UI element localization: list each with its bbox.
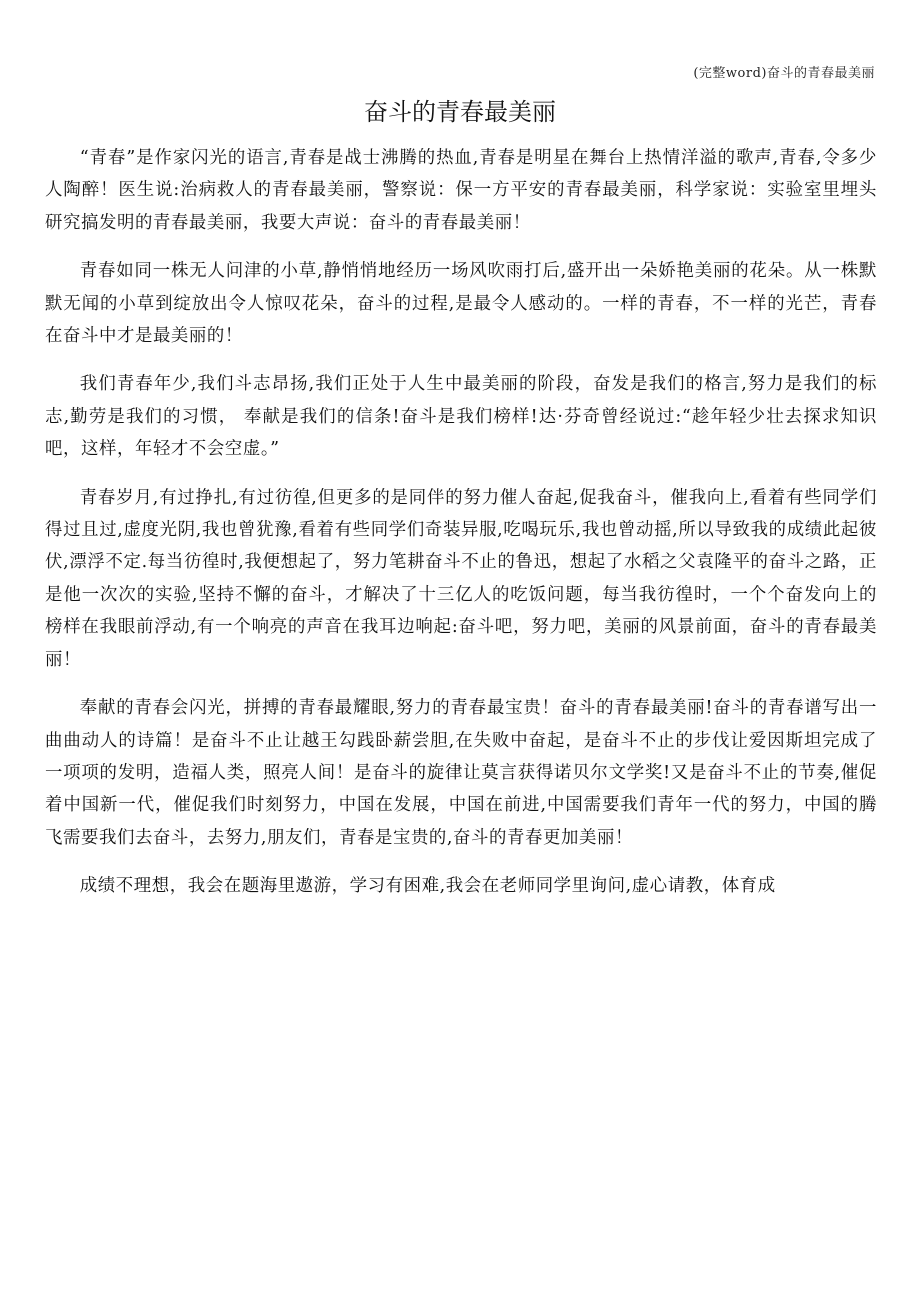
document-title: 奋斗的青春最美丽 (364, 98, 556, 126)
paragraph-5: 奉献的青春会闪光，拼搏的青春最耀眼,努力的青春最宝贵！奋斗的青春最美丽!奋斗的青春谱写出一曲曲动人的诗篇！是奋斗不止让越王勾践卧薪尝胆,在失败中奋起，是奋斗不止的步伐让爱因斯坦完成了一项项的发明，造福人类，照亮人间！是奋斗的旋律让莫言获得诺贝尔文学奖!又是奋斗不止的节奏,催促着中国新一代，催促我们时刻努力，中国在发展，中国在前进,中国需要我们青年一代的努力，中国的腾飞需要我们去奋斗，去努力,朋友们，青春是宝贵的,奋斗的青春更加美丽！ (45, 698, 877, 848)
paragraph-6: 成绩不理想，我会在题海里遨游，学习有困难,我会在老师同学里询问,虚心请教，体育成 (79, 876, 776, 897)
paragraph-2: 青春如同一株无人问津的小草,静悄悄地经历一场风吹雨打后,盛开出一朵娇艳美丽的花朵。从一株默默无闻的小草到绽放出令人惊叹花朵，奋斗的过程,是最令人感动的。一样的青春，不一样的光芒，青春在奋斗中才是最美丽的！ (45, 261, 877, 347)
document-body (45, 142, 877, 919)
paragraph-1: “青春”是作家闪光的语言,青春是战士沸腾的热血,青春是明星在舞台上热情洋溢的歌声,青春,令多少人陶醉！医生说:治病救人的青春最美丽，警察说：保一方平安的青春最美丽，科学家说：实验室里埋头研究搞发明的青春最美丽，我要大声说：奋斗的青春最美丽！ (45, 148, 877, 233)
paragraph-4: 青春岁月,有过挣扎,有过彷徨,但更多的是同伴的努力催人奋起,促我奋斗，催我向上,看着有些同学们得过且过,虚度光阴,我也曾犹豫,看着有些同学们奇装异服,吃喝玩乐,我也曾动摇,所以导致我的成绩此起彼伏,漂浮不定.每当彷徨时,我便想起了，努力笔耕奋斗不止的鲁迅，想起了水稻之父袁隆平的奋斗之路，正是他一次次的实验,坚持不懈的奋斗，才解决了十三亿人的吃饭问题，每当我彷徨时，一个个奋发向上的榜样在我眼前浮动,有一个响亮的声音在我耳边响起:奋斗吧，努力吧，美丽的风景前面，奋斗的青春最美丽！ (45, 487, 877, 670)
paragraph-3: 我们青春年少,我们斗志昂扬,我们正处于人生中最美丽的阶段，奋发是我们的格言,努力是我们的标志,勤劳是我们的习惯， 奉献是我们的信条!奋斗是我们榜样!达·芬奇曾经说过:“趁年轻少壮去探求知识吧，这样，年轻才不会空虚。” (45, 374, 877, 460)
running-header: (完整word)奋斗的青春最美丽 (693, 66, 875, 81)
